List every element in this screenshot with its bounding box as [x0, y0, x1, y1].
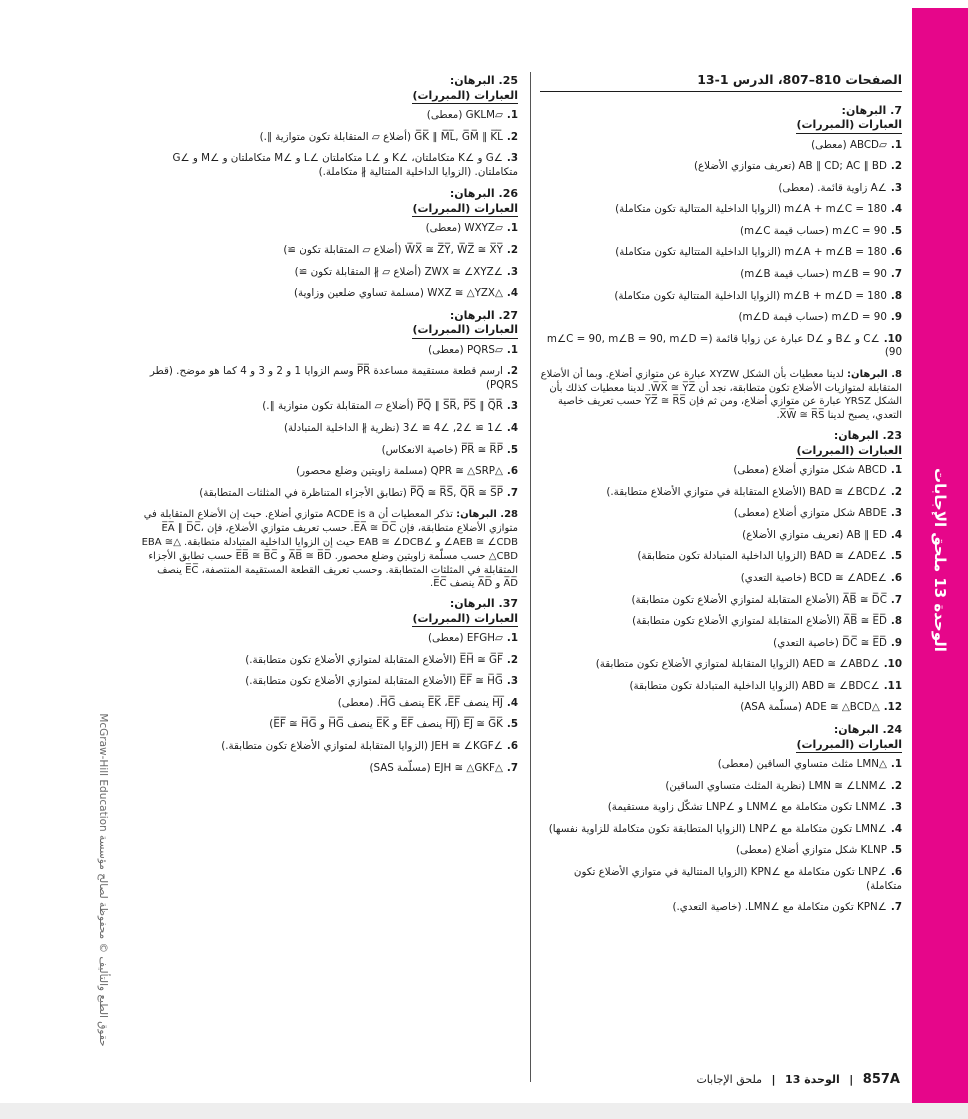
proof-subheading: العبارات (المبررات)	[412, 323, 518, 339]
step-text: ∠AED ≅ ∠ABD (الزوايا المتقابلة لمتوازي الأضلاع تكون متطابقة)	[595, 658, 880, 671]
proof-step	[140, 697, 518, 711]
step-number: 7.	[506, 486, 518, 499]
step-text: P̅Q̅ ∥ S̅R̅, P̅S̅ ∥ Q̅R̅ (أضلاع ▱ المتقابلة تكون متوازية ∥.)	[262, 400, 503, 413]
proof-step	[140, 740, 518, 754]
proof-step	[540, 333, 902, 360]
proof-27	[140, 309, 518, 501]
step-number: 6.	[506, 740, 518, 753]
step-text: △ADE ≅ △BCD (مسلّمة ASA)	[740, 701, 880, 714]
step-number: 7.	[890, 268, 902, 280]
step-number: 2.	[890, 779, 902, 792]
step-text: P̅Q̅ ≅ R̅S̅, Q̅R̅ ≅ S̅P̅ (تطابق الأجزاء المتناظرة في المثلثات المتطابقة)	[199, 486, 503, 499]
proof-step	[540, 268, 902, 282]
proof-step	[540, 464, 902, 478]
step-number: 1.	[506, 109, 518, 122]
step-number: 3.	[890, 181, 902, 194]
step-text: ∠LMN تكون متكاملة مع ∠LNP (الزوايا المتطابقة تكون متكاملة للزاوية نفسها)	[548, 822, 887, 835]
proof-step	[140, 266, 518, 280]
step-text: m∠B = 90 (حساب قيمة m∠B)	[740, 268, 887, 280]
step-number: 2.	[506, 653, 518, 666]
step-number: 4.	[890, 822, 902, 835]
step-number: 5.	[890, 844, 902, 857]
step-number: 1.	[890, 138, 902, 151]
proof-step	[540, 658, 902, 672]
step-number: 1.	[506, 632, 518, 645]
proof-step	[140, 109, 518, 123]
step-number: 6.	[890, 865, 902, 878]
page-footer	[696, 1072, 900, 1087]
step-text: P̅R̅ ≅ R̅P̅ (خاصية الانعكاس)	[381, 443, 503, 456]
proof-subheading: العبارات (المبررات)	[412, 612, 518, 628]
column-divider	[530, 72, 531, 1082]
proof-label: 8. البرهان:	[847, 368, 902, 380]
step-text: AB ∥ CD; AC ∥ BD (تعريف متوازي الأضلاع)	[694, 160, 887, 173]
proof-text: تذكر المعطيات أن ACDE is a متوازي أضلاع. حيث إن الأضلاع المتقابلة في متوازي الأضلاع متطابقة، فإن E̅A̅ ≅ D̅C̅. حسب تعريف متوازي الأضلاع، فإن E̅A̅ ∥ D̅C̅، ∠AEB ≅ ∠CDB و ∠EAB ≅ ∠DCB حيث إن الزوايا الداخلية المتبادلة متطابقة. △EBA ≅ △CBD حسب مسلّمة زاويتين وضلع محصور. A̅B̅ ≅ B̅D̅ و E̅B̅ ≅ B̅C̅ حسب تطابق الأجزاء المتقابلة في المثلثات المتطابقة. وحسب تعريف القطعة المستقيمة المنتصفة، E̅C̅ ينصف A̅D̅ و A̅D̅ ينصف E̅C̅.	[141, 509, 518, 590]
step-text: ∠BAD ≅ ∠BCD (الأضلاع المتقابلة في متوازي الأضلاع متطابقة.)	[606, 485, 887, 498]
proof-heading: 25. البرهان:	[449, 74, 518, 87]
proof-step	[140, 718, 518, 732]
left-column	[140, 72, 518, 783]
proof-7	[540, 104, 902, 360]
step-text: ▱GKLM (معطى)	[426, 109, 503, 122]
step-number: 9.	[890, 636, 902, 649]
proof-23	[540, 429, 902, 715]
proof-step	[540, 801, 902, 815]
step-number: 10.	[883, 332, 902, 345]
proof-37	[140, 597, 518, 775]
proof-step	[540, 529, 902, 543]
step-text: ∠LNM تكون متكاملة مع ∠LNM و ∠LNP تشكّل زاوية مستقيمة)	[607, 801, 887, 814]
proof-step	[540, 160, 902, 174]
proof-step	[540, 311, 902, 325]
section-title: الصفحات 810–807، الدرس 1-13	[540, 72, 902, 92]
proof-step	[140, 400, 518, 414]
step-text: ∠KPN تكون متكاملة مع ∠LMN. (خاصية التعدي.)	[672, 901, 887, 914]
step-text: ∠G و ∠K متكاملتان، ∠K و ∠L متكاملتان ∠L و ∠M متكاملتان و ∠M و ∠G متكاملتان. (الزوايا الداخلية المتتالية ∦ متكاملة.)	[172, 152, 518, 178]
proof-heading: 37. البرهان:	[449, 597, 518, 611]
step-number: 2.	[506, 243, 518, 256]
proof-8	[540, 368, 902, 423]
proof-subheading: العبارات (المبررات)	[796, 738, 902, 754]
proof-step	[540, 901, 902, 915]
proof-25	[140, 74, 518, 179]
proof-step	[540, 203, 902, 217]
proof-step	[140, 344, 518, 358]
step-text: E̅F̅ ≅ H̅G̅ (الأضلاع المتقابلة لمتوازي الأضلاع تكون متطابقة.)	[245, 675, 503, 688]
step-text: m∠A + m∠C = 180 (الزوايا الداخلية المتتالية تكون متكاملة)	[615, 203, 887, 216]
step-text: ∠LMN ≅ ∠LNM (نظرية المثلث متساوي الساقين)	[665, 779, 887, 792]
step-number: 8.	[890, 289, 902, 302]
step-text: H̅J̅ ينصف E̅K̅ ،E̅F̅ ينصف H̅G̅. (معطى)	[337, 696, 503, 709]
proof-step	[140, 654, 518, 668]
proof-step	[140, 365, 518, 392]
step-text: D̅C̅ ≅ E̅D̅ (خاصية التعدي)	[773, 636, 887, 649]
step-number: 6.	[506, 465, 518, 478]
step-text: △LMN مثلث متساوي الساقين (معطى)	[717, 758, 887, 771]
step-text: ABDE شكل متوازي أضلاع (معطى)	[733, 507, 887, 520]
proof-step	[540, 780, 902, 794]
proof-step	[140, 422, 518, 436]
step-text: E̅J̅ ≅ G̅K̅ (H̅J̅ ينصف E̅F̅ و E̅K̅ ينصف H̅G̅ و E̅F̅ ≅ H̅G̅)	[269, 718, 503, 731]
step-text: ABCD شكل متوازي أضلاع (معطى)	[733, 464, 887, 477]
step-text: ∠JEH ≅ ∠KGF (الزوايا المتقابلة لمتوازي الأضلاع تكون متطابقة.)	[221, 740, 503, 753]
proof-text: لدينا معطيات بأن الشكل XYZW عبارة عن متوازي أضلاع. وبما أن الأضلاع المتقابلة لمتوازيات الأضلاع تكون متطابقة، نجد أن W̅X̅ ≅ Y̅Z̅. لدينا معطيات كذلك بأن الشكل YRSZ عبارة عن متوازي أضلاع، ومن ثم فإن Y̅Z̅ ≅ R̅S̅ حسب تعريف خاصية التعدي، يصبح لدينا X̅W̅ ≅ R̅S̅.	[540, 368, 902, 422]
proof-step	[540, 866, 902, 893]
step-number: 3.	[506, 265, 518, 278]
proof-step	[140, 244, 518, 258]
step-number: 4.	[506, 696, 518, 709]
page-number: 857A	[862, 1072, 900, 1087]
step-number: 12.	[883, 701, 902, 714]
proof-step	[140, 632, 518, 646]
proof-heading: 26. البرهان:	[449, 187, 518, 201]
step-text: W̅X̅ ≅ Z̅Y̅, W̅Z̅ ≅ X̅Y̅ (أضلاع ▱ المتقابلة تكون ≅)	[283, 243, 503, 256]
step-text: ▱WXYZ (معطى)	[425, 222, 503, 235]
step-text: ∠A زاوية قائمة. (معطى)	[778, 181, 887, 194]
step-number: 3.	[506, 675, 518, 688]
step-number: 4.	[506, 422, 518, 435]
step-text: A̅B̅ ≅ D̅C̅ (الأضلاع المتقابلة لمتوازي الأضلاع تكون متطابقة)	[631, 593, 887, 606]
footer-separator: |	[771, 1073, 776, 1086]
proof-heading: 24. البرهان:	[833, 723, 902, 737]
step-number: 5.	[506, 443, 518, 456]
step-text: m∠B + m∠D = 180 (الزوايا الداخلية المتتالية تكون متكاملة)	[614, 289, 887, 302]
step-number: 5.	[890, 224, 902, 237]
proof-step	[140, 675, 518, 689]
step-text: E̅H̅ ≅ G̅F̅ (الأضلاع المتقابلة لمتوازي الأضلاع تكون متطابقة.)	[245, 653, 503, 666]
step-text: ∠C و ∠B و ∠D عبارة عن زوايا قائمة (m∠C = 90, m∠B = 90, m∠D = 90)	[546, 332, 902, 359]
step-text: ▱ABCD (معطى)	[811, 138, 887, 151]
proof-step	[540, 823, 902, 837]
proof-subheading: العبارات (المبررات)	[412, 202, 518, 218]
proof-step	[140, 762, 518, 776]
proof-26	[140, 187, 518, 300]
right-column	[540, 72, 902, 923]
proof-step	[540, 844, 902, 858]
proof-heading: 7. البرهان:	[841, 103, 902, 117]
proof-step	[540, 182, 902, 196]
step-number: 7.	[890, 901, 902, 914]
proof-step	[540, 139, 902, 153]
copyright-credit: حقوق الطبع والتأليف © محفوظة لصالح مؤسسة McGraw-Hill Education	[97, 713, 109, 1047]
step-text: ∠BAD ≅ ∠ADE (الزوايا الداخلية المتبادلة تكون متطابقة)	[637, 550, 887, 563]
proof-step	[540, 246, 902, 260]
step-text: ∠LNP تكون متكاملة مع ∠KPN (الزوايا المتتالية في متوازي الأضلاع تكون متكاملة)	[573, 865, 902, 892]
step-number: 1.	[506, 343, 518, 356]
step-text: ▱EFGH (معطى)	[428, 632, 503, 645]
side-label: الوحدة 13 ملحق الإجابات	[931, 468, 949, 652]
proof-24	[540, 723, 902, 915]
step-number: 2.	[506, 130, 518, 143]
step-number: 6.	[890, 572, 902, 584]
step-number: 7.	[506, 761, 518, 774]
step-text: ∠ABD ≅ ∠BDC (الزوايا الداخلية المتبادلة تكون متطابقة)	[629, 679, 880, 692]
proof-step	[540, 594, 902, 608]
step-number: 1.	[506, 222, 518, 235]
step-text: ∠BCD ≅ ∠ADE (خاصية التعدي)	[740, 572, 887, 584]
step-number: 3.	[506, 152, 518, 165]
step-number: 4.	[890, 528, 902, 541]
footer-section: ملحق الإجابات	[696, 1073, 763, 1086]
step-number: 1.	[890, 464, 902, 477]
step-number: 8.	[890, 615, 902, 628]
footer-unit: الوحدة 13	[785, 1073, 840, 1086]
step-number: 2.	[506, 365, 518, 378]
bottom-strip	[0, 1103, 968, 1119]
proof-step	[140, 131, 518, 145]
proof-step	[140, 465, 518, 479]
proof-step	[540, 225, 902, 239]
step-number: 2.	[890, 485, 902, 498]
step-text: △QPR ≅ △SRP (مسلمة زاويتين وضلع محصور)	[296, 465, 503, 478]
step-text: m∠D = 90 (حساب قيمة m∠D)	[738, 311, 887, 324]
proof-step	[540, 486, 902, 500]
step-number: 5.	[890, 550, 902, 563]
step-number: 6.	[890, 246, 902, 259]
proof-subheading: العبارات (المبررات)	[796, 444, 902, 460]
proof-heading: 23. البرهان:	[833, 429, 902, 443]
step-text: ∠ZWX ≅ ∠XYZ (أضلاع ▱ ∦ المتقابلة تكون ≅)	[294, 265, 503, 278]
step-text: A̅B̅ ≅ E̅D̅ (الأضلاع المتقابلة لمتوازي الأضلاع تكون متطابقة)	[632, 615, 887, 628]
proof-step	[140, 152, 518, 179]
step-text: G̅K̅ ∥ M̅L̅, G̅M̅ ∥ K̅L̅ (أضلاع ▱ المتقابلة تكون متوازية ∥.)	[259, 130, 503, 143]
footer-separator: |	[849, 1073, 854, 1086]
step-text: m∠A + m∠B = 180 (الزوايا الداخلية المتتالية تكون متكاملة)	[615, 246, 887, 259]
proof-step	[540, 290, 902, 304]
step-number: 3.	[890, 801, 902, 814]
proof-step	[540, 680, 902, 694]
proof-label: 28. البرهان:	[456, 509, 518, 521]
proof-step	[140, 222, 518, 236]
step-number: 11.	[883, 679, 902, 692]
proof-step	[540, 507, 902, 521]
proof-step	[540, 572, 902, 586]
proof-heading: 27. البرهان:	[449, 308, 518, 322]
proof-step	[540, 637, 902, 651]
step-text: ارسم قطعة مستقيمة مساعدة P̅R̅ وسم الزوايا 1 و 2 و 3 و 4 كما هو موضح. (قطر PQRS)	[149, 365, 518, 391]
step-text: ▱PQRS (معطى)	[428, 343, 503, 356]
step-text: AB ∥ ED (تعريف متوازي الأضلاع)	[742, 528, 887, 541]
proof-step	[540, 615, 902, 629]
proof-step	[140, 487, 518, 501]
step-number: 4.	[506, 287, 518, 300]
step-number: 3.	[890, 507, 902, 520]
step-text: KLNP شكل متوازي أضلاع (معطى)	[736, 844, 887, 857]
step-text: △WXZ ≅ △YZX (مسلمة تساوي ضلعين وزاوية)	[294, 287, 503, 300]
proof-subheading: العبارات (المبررات)	[412, 89, 518, 105]
step-number: 10.	[883, 658, 902, 671]
proof-step	[140, 444, 518, 458]
proof-step	[540, 758, 902, 772]
proof-subheading: العبارات (المبررات)	[796, 118, 902, 134]
step-number: 5.	[506, 718, 518, 731]
step-text: ∠1 ≅ ∠2, ∠4 ≅ ∠3 (نظرية ∦ الداخلية المتبادلة)	[283, 422, 503, 435]
proof-28	[140, 508, 518, 591]
step-text: m∠C = 90 (حساب قيمة m∠C)	[739, 224, 887, 237]
step-text: △EJH ≅ △GKF (مسلّمة SAS)	[369, 761, 503, 774]
step-number: 1.	[890, 758, 902, 771]
proof-step	[540, 550, 902, 564]
step-number: 4.	[890, 203, 902, 216]
step-number: 7.	[890, 593, 902, 606]
step-number: 9.	[890, 311, 902, 324]
proof-step	[140, 287, 518, 301]
step-number: 2.	[890, 160, 902, 173]
step-number: 3.	[506, 400, 518, 413]
proof-step	[540, 701, 902, 715]
